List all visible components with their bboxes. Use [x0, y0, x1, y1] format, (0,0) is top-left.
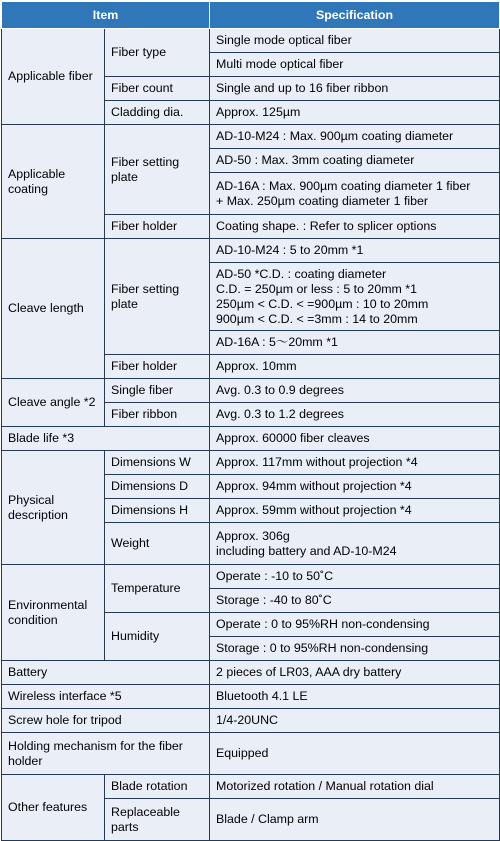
label-fiber-type: Fiber type [105, 29, 210, 77]
header-item: Item [2, 2, 210, 29]
group-applicable-fiber: Applicable fiber [2, 29, 105, 125]
group-cleave-angle: Cleave angle *2 [2, 379, 105, 427]
value-fiber-ribbon: Avg. 0.3 to 1.2 degrees [210, 403, 500, 427]
label-weight: Weight [105, 523, 210, 565]
group-applicable-coating: Applicable coating [2, 125, 105, 239]
label-fiber-count: Fiber count [105, 77, 210, 101]
label-fiber-holder: Fiber holder [105, 215, 210, 239]
spec-table [1, 1, 500, 841]
value-coat-ad10: AD-10-M24 : Max. 900µm coating diameter [210, 125, 500, 149]
value-temp-operate: Operate : -10 to 50˚C [210, 565, 500, 589]
value-battery: 2 pieces of LR03, AAA dry battery [210, 661, 500, 685]
label-screw: Screw hole for tripod [2, 709, 210, 733]
group-other-features: Other features [2, 775, 105, 841]
table-row [2, 29, 500, 53]
label-replaceable: Replaceable parts [105, 799, 210, 841]
label-fiber-ribbon: Fiber ribbon [105, 403, 210, 427]
table-row [2, 709, 500, 733]
label-dim-h: Dimensions H [105, 499, 210, 523]
value-coat-ad50: AD-50 : Max. 3mm coating diameter [210, 149, 500, 173]
value-wireless: Bluetooth 4.1 LE [210, 685, 500, 709]
table-row [2, 661, 500, 685]
label-dim-d: Dimensions D [105, 475, 210, 499]
label-holding: Holding mechanism for the fiber holder [2, 733, 210, 775]
value-single-fiber: Avg. 0.3 to 0.9 degrees [210, 379, 500, 403]
value-cl-ad50: AD-50 *C.D. : coating diameter C.D. = 250µm or less : 5 to 20mm *1 250µm < C.D. < =900µm : 10 to 20mm 900µm < C.D. < =3mm : 14 to 20mm [210, 263, 500, 331]
value-temp-storage: Storage : -40 to 80˚C [210, 589, 500, 613]
value-holding: Equipped [210, 733, 500, 775]
label-battery: Battery [2, 661, 210, 685]
value-multi-mode: Multi mode optical fiber [210, 53, 500, 77]
table-row [2, 451, 500, 475]
label-fiber-setting-plate: Fiber setting plate [105, 125, 210, 215]
label-temperature: Temperature [105, 565, 210, 613]
header-specification: Specification [210, 2, 500, 29]
table-row [2, 427, 500, 451]
table-row [2, 733, 500, 775]
value-single-mode: Single mode optical fiber [210, 29, 500, 53]
table-row [2, 685, 500, 709]
value-weight: Approx. 306g including battery and AD-10-M24 [210, 523, 500, 565]
value-cl-ad16a: AD-16A : 5～20mm *1 [210, 331, 500, 355]
group-environmental: Environmental condition [2, 565, 105, 661]
value-dim-h: Approx. 59mm without projection *4 [210, 499, 500, 523]
value-hum-operate: Operate : 0 to 95%RH non-condensing [210, 613, 500, 637]
value-cladding: Approx. 125µm [210, 101, 500, 125]
table-row [2, 125, 500, 149]
label-dim-w: Dimensions W [105, 451, 210, 475]
label-blade-life: Blade life *3 [2, 427, 210, 451]
value-cl-ad10: AD-10-M24 : 5 to 20mm *1 [210, 239, 500, 263]
label-fiber-setting-plate: Fiber setting plate [105, 239, 210, 355]
value-hum-storage: Storage : 0 to 95%RH non-condensing [210, 637, 500, 661]
table-row [2, 565, 500, 589]
label-fiber-holder: Fiber holder [105, 355, 210, 379]
value-replaceable: Blade / Clamp arm [210, 799, 500, 841]
value-coat-ad16a: AD-16A : Max. 900µm coating diameter 1 fiber + Max. 250µm coating diameter 1 fiber [210, 173, 500, 215]
label-single-fiber: Single fiber [105, 379, 210, 403]
label-humidity: Humidity [105, 613, 210, 661]
value-fiber-count: Single and up to 16 fiber ribbon [210, 77, 500, 101]
value-screw: 1/4-20UNC [210, 709, 500, 733]
label-blade-rotation: Blade rotation [105, 775, 210, 799]
group-physical: Physical description [2, 451, 105, 565]
value-dim-w: Approx. 117mm without projection *4 [210, 451, 500, 475]
value-blade-life: Approx. 60000 fiber cleaves [210, 427, 500, 451]
value-dim-d: Approx. 94mm without projection *4 [210, 475, 500, 499]
value-coat-holder: Coating shape. : Refer to splicer options [210, 215, 500, 239]
group-cleave-length: Cleave length [2, 239, 105, 379]
label-cladding: Cladding dia. [105, 101, 210, 125]
header-row [2, 2, 500, 29]
label-wireless: Wireless interface *5 [2, 685, 210, 709]
value-blade-rotation: Motorized rotation / Manual rotation dial [210, 775, 500, 799]
value-cl-holder: Approx. 10mm [210, 355, 500, 379]
table-row [2, 775, 500, 799]
table-row [2, 379, 500, 403]
table-row [2, 239, 500, 263]
